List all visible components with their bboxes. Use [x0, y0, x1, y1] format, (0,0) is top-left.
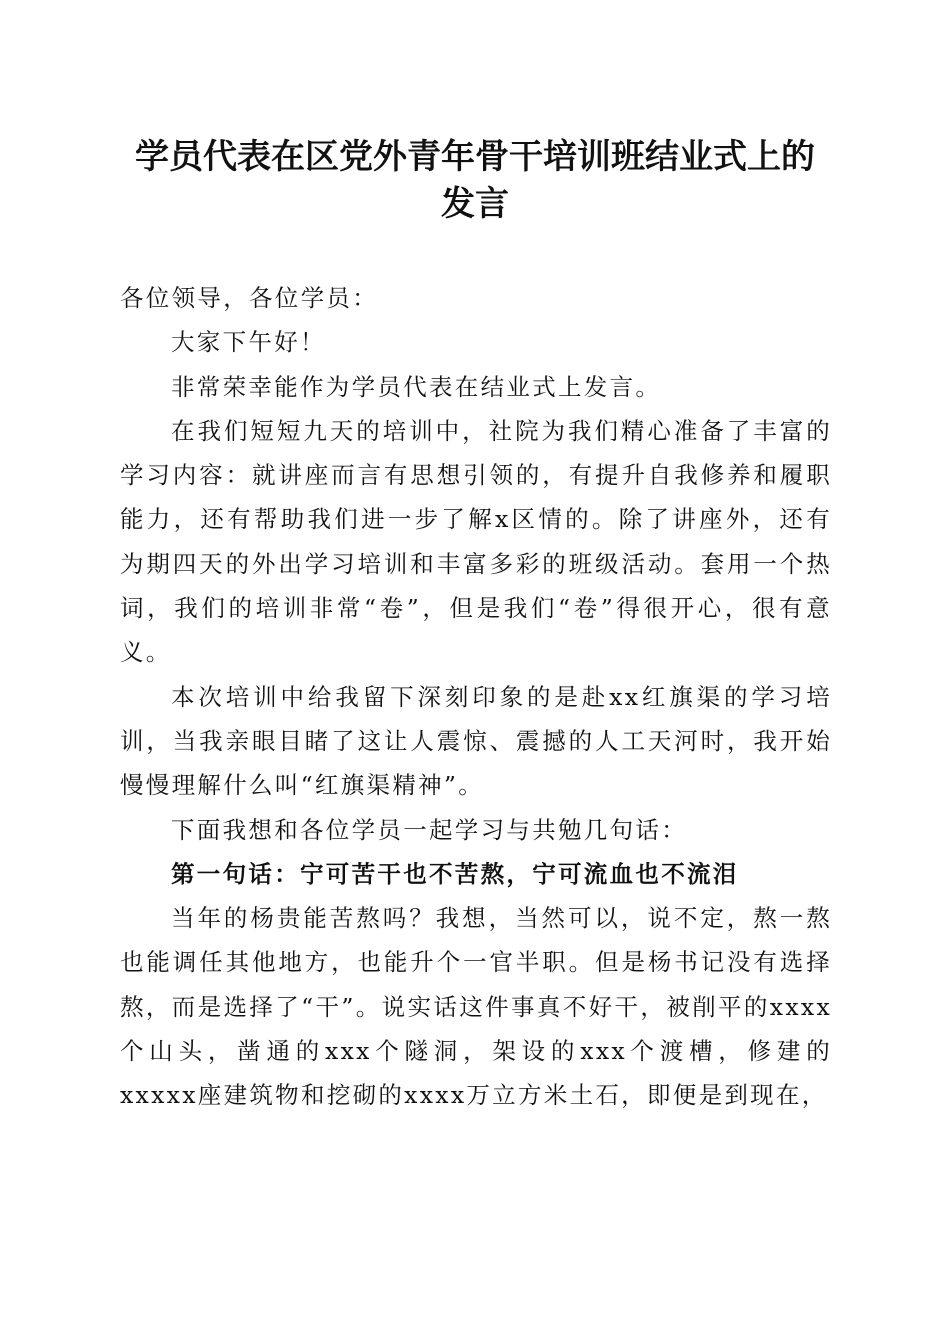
document-title	[100, 134, 850, 228]
greeting-paragraph: 大家下午好！	[171, 328, 326, 357]
transition-paragraph: 下面我想和各位学员一起学习与共勉几句话：	[171, 815, 687, 844]
salutation: 各位领导，各位学员：	[120, 284, 378, 312]
document-body	[120, 276, 832, 1118]
impression-paragraph: 本次培训中给我留下深刻印象的是赴xx红旗渠的学习培训，当我亲眼目睹了这让人震惊、震撼的人工天河时，我开始慢慢理解什么叫“红旗渠精神”。	[120, 682, 832, 800]
title-line-1: 学员代表在区党外青年骨干培训班结业式上的	[135, 137, 815, 177]
section-paragraph: 当年的杨贵能苦熬吗？我想，当然可以，说不定，熬一熬也能调任其他地方，也能升个一官半职。但是杨书记没有选择熬，而是选择了“干”。说实话这件事真不好干，被削平的xxxx个山头，凿通的xxx个隧洞，架设的xxx个渡槽，修建的xxxxx座建筑物和挖砌的xxxx万立方米土石，即便是到现在，	[120, 904, 832, 1110]
section-heading: 第一句话：宁可苦干也不苦熬，宁可流血也不流泪	[171, 859, 739, 888]
training-content-paragraph: 在我们短短九天的培训中，社院为我们精心准备了丰富的学习内容：就讲座而言有思想引领的，有提升自我修养和履职能力，还有帮助我们进一步了解x区情的。除了讲座外，还有为期四天的外出学习培训和丰富多彩的班级活动。套用一个热词，我们的培训非常“卷”，但是我们“卷”得很开心，很有意义。	[120, 416, 832, 667]
title-line-2: 发言	[441, 184, 509, 224]
intro-paragraph: 非常荣幸能作为学员代表在结业式上发言。	[171, 372, 662, 401]
